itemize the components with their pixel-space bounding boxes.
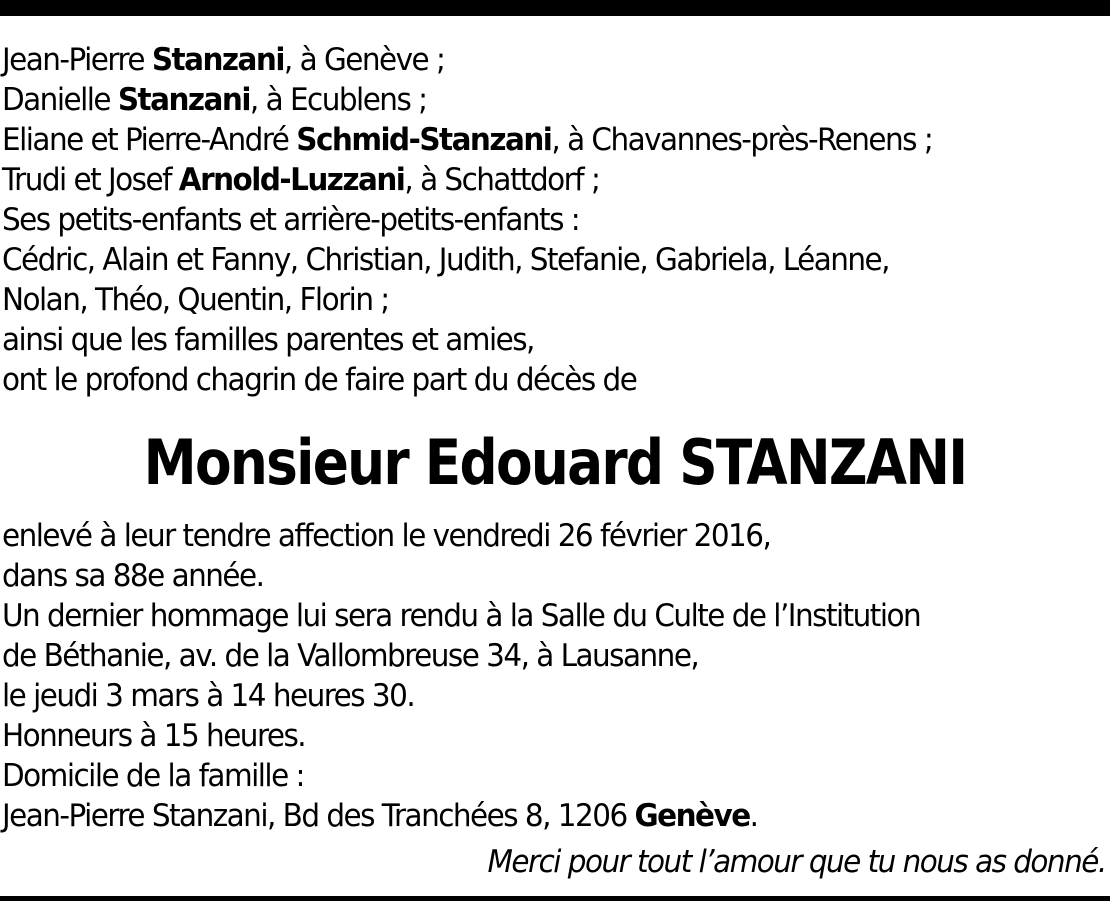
grandchildren-line-2: Nolan, Théo, Quentin, Florin ; bbox=[2, 282, 389, 318]
family-line-3-surname: Schmid-Stanzani bbox=[296, 122, 552, 158]
address-text: Jean-Pierre Stanzani, Bd des Tranchées 8, 1206 bbox=[2, 798, 635, 834]
family-line-3 bbox=[2, 120, 1051, 160]
family-line-1-text: Jean-Pierre bbox=[2, 42, 152, 78]
family-line-2-place: , à Ecublens ; bbox=[249, 82, 427, 118]
family-line-2 bbox=[2, 80, 1051, 120]
family-line-4-place: , à Schattdorf ; bbox=[404, 162, 600, 198]
address-city: Genève bbox=[634, 798, 750, 834]
family-line-2-surname: Stanzani bbox=[117, 82, 250, 118]
address-period: . bbox=[749, 798, 758, 834]
families-line: ainsi que les familles parentes et amies, bbox=[2, 322, 534, 358]
details-list bbox=[2, 516, 1106, 836]
details-line-5: le jeudi 3 mars à 14 heures 30. bbox=[2, 678, 415, 714]
family-line-3-place: , à Chavannes-près-Renens ; bbox=[551, 122, 933, 158]
bottom-rule bbox=[0, 896, 1110, 901]
deceased-name: Monsieur Edouard STANZANI bbox=[143, 426, 967, 499]
family-line-2-text: Danielle bbox=[2, 82, 118, 118]
announce-line: ont le profond chagrin de faire part du décès de bbox=[2, 362, 637, 398]
details-line-2: dans sa 88e année. bbox=[2, 558, 264, 594]
details-line-3: Un dernier hommage lui sera rendu à la Salle du Culte de l’Institution bbox=[2, 598, 921, 634]
details-line-1: enlevé à leur tendre affection le vendredi 26 février 2016, bbox=[2, 518, 771, 554]
details-line-7: Domicile de la famille : bbox=[2, 758, 304, 794]
family-line-1-surname: Stanzani bbox=[151, 42, 284, 78]
family-line-4-text: Trudi et Josef bbox=[2, 162, 179, 198]
details-line-4: de Béthanie, av. de la Vallombreuse 34, à Lausanne, bbox=[2, 638, 699, 674]
family-line-4-surname: Arnold-Luzzani bbox=[178, 162, 405, 198]
family-line-1-place: , à Genève ; bbox=[283, 42, 445, 78]
top-rule bbox=[0, 0, 1110, 16]
family-line-3-text: Eliane et Pierre-André bbox=[2, 122, 297, 158]
grandchildren-intro: Ses petits-enfants et arrière-petits-enfants : bbox=[2, 202, 580, 238]
address-line bbox=[2, 796, 1051, 836]
thanks-line: Merci pour tout l’amour que tu nous as donné. bbox=[487, 844, 1106, 880]
grandchildren-line-1: Cédric, Alain et Fanny, Christian, Judith, Stefanie, Gabriela, Léanne, bbox=[2, 242, 890, 278]
family-list bbox=[2, 40, 1106, 400]
family-line-4 bbox=[2, 160, 1051, 200]
family-line-1 bbox=[2, 40, 1051, 80]
details-line-6: Honneurs à 15 heures. bbox=[2, 718, 306, 754]
